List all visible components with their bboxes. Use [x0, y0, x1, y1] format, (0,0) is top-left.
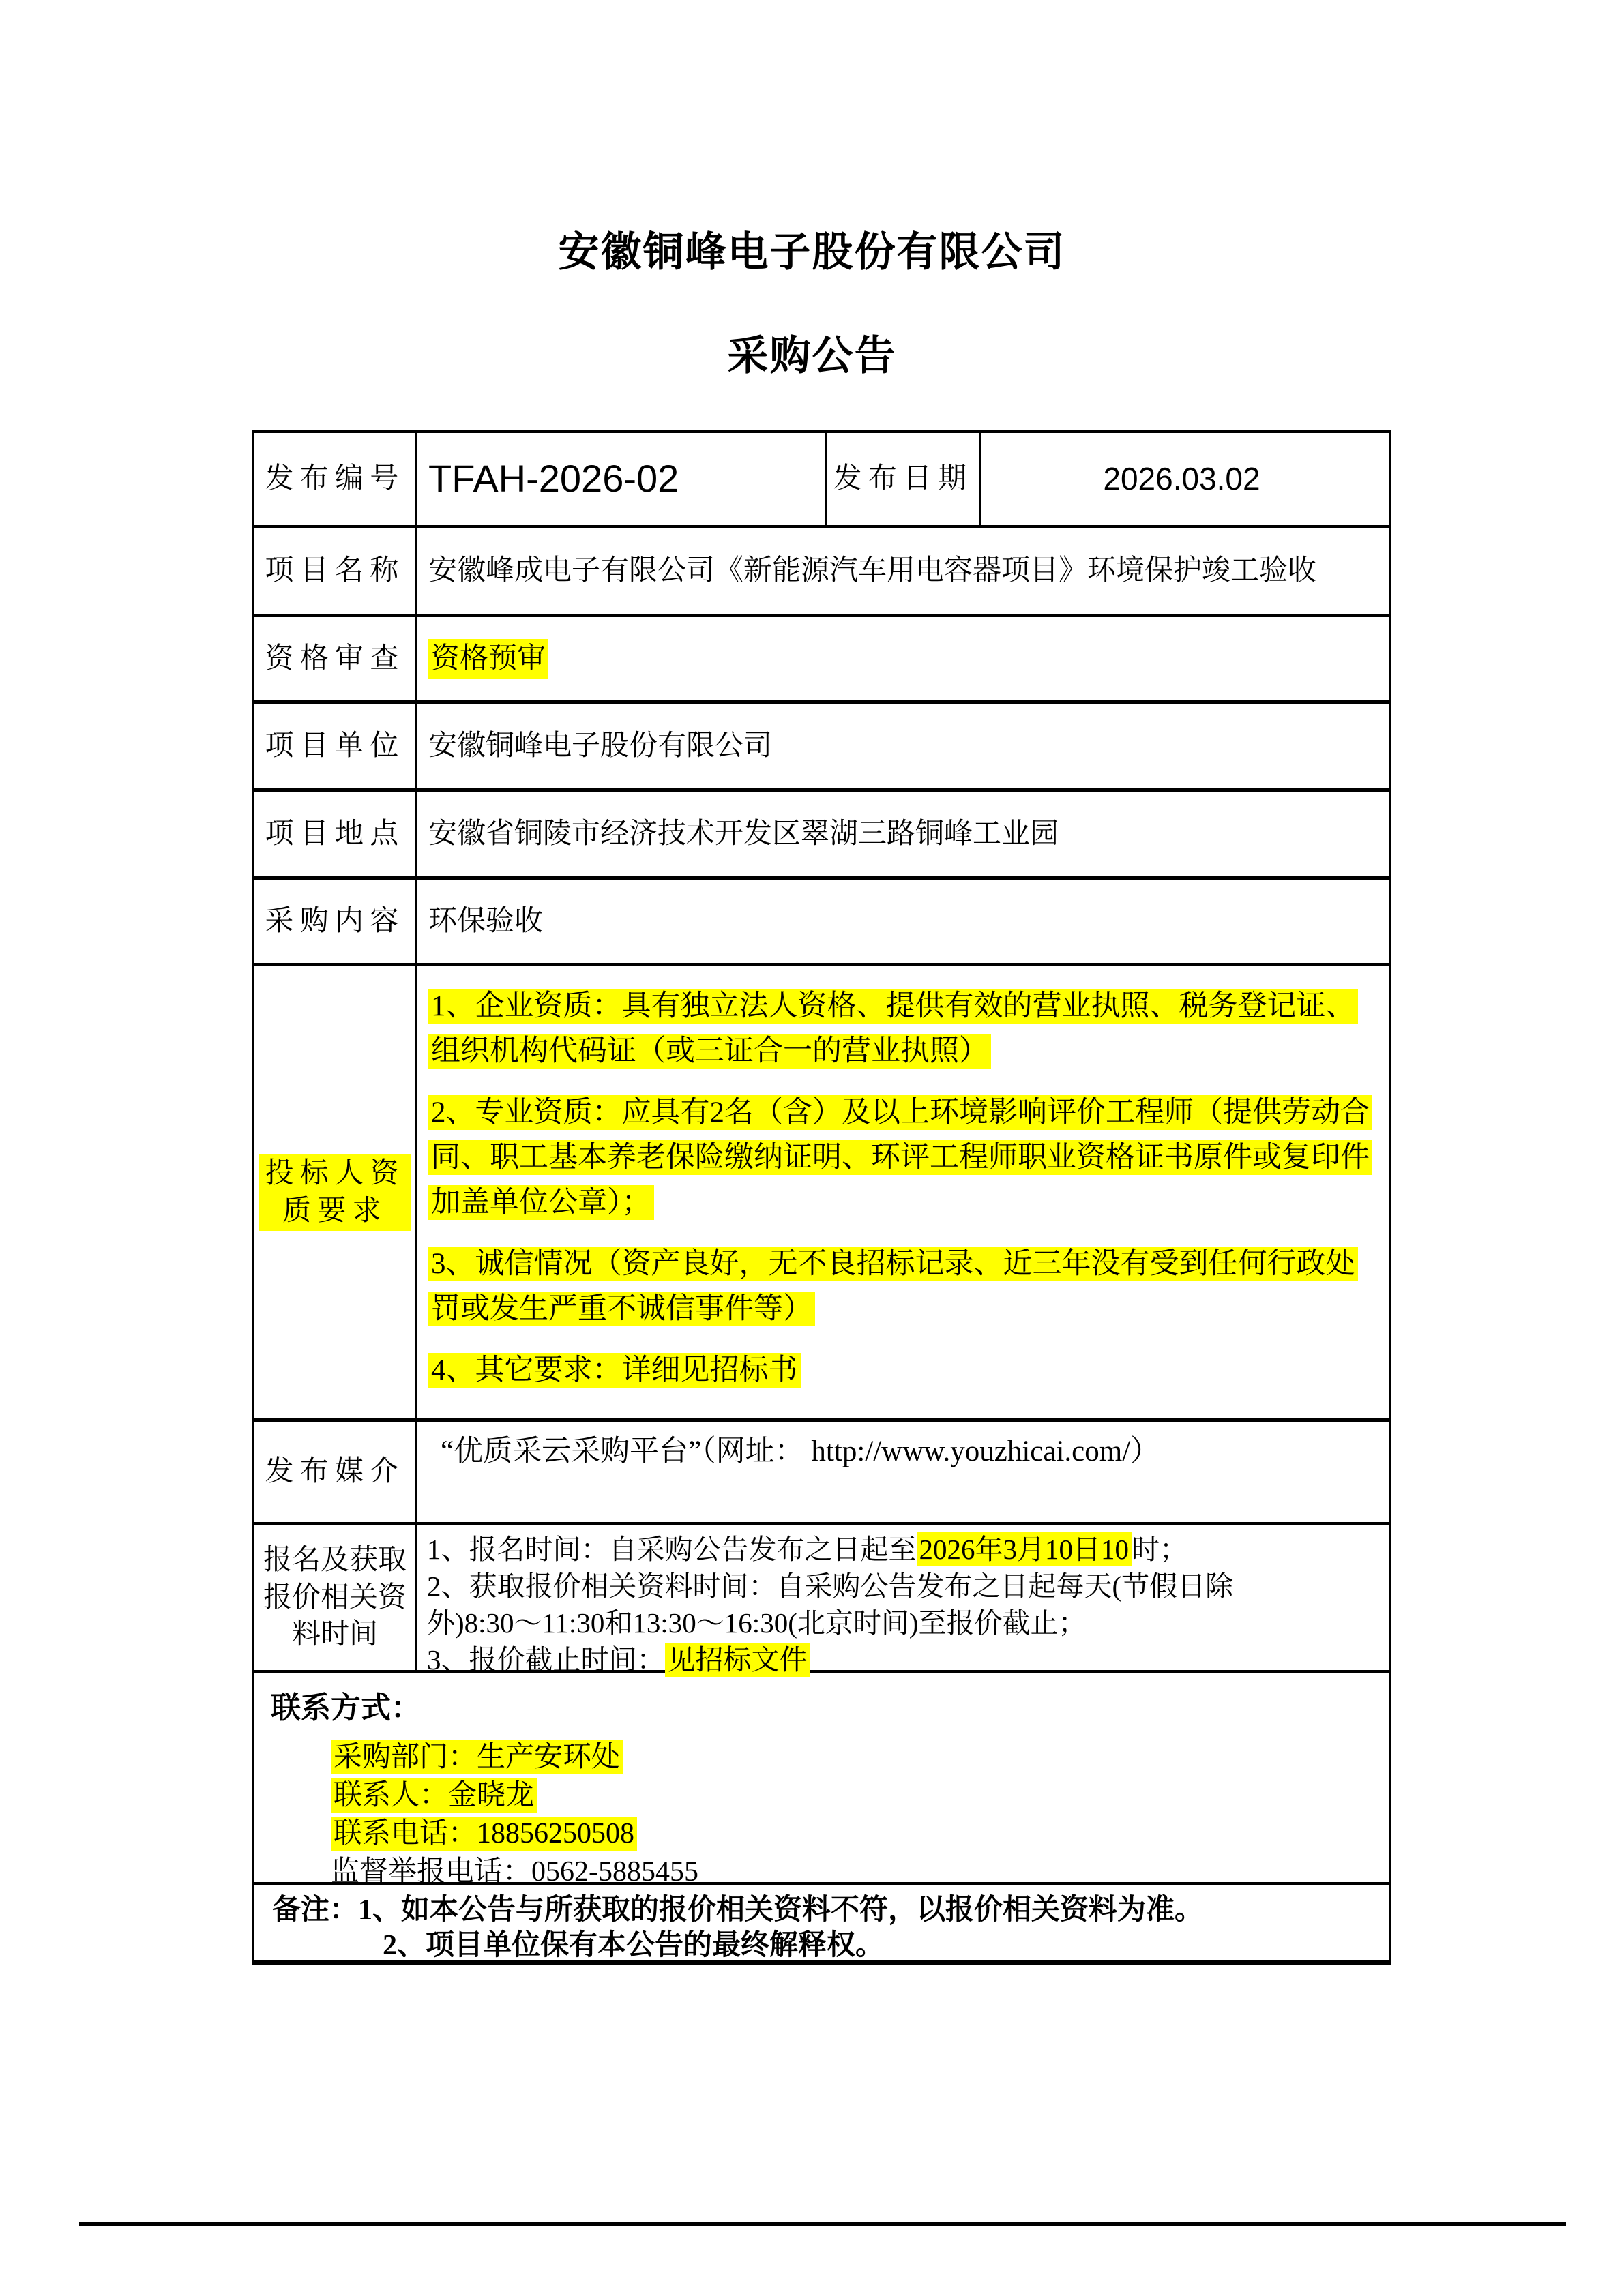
table-row-project-name [254, 528, 1389, 617]
announcement-table [252, 430, 1391, 1965]
registration-line-1-pre: 1、报名时间：自采购公告发布之日起至 [427, 1534, 917, 1565]
project-unit-label: 项目单位 [254, 704, 417, 788]
media-value: “优质采云采购平台”（网址： http://www.youzhicai.com/） [441, 1435, 1160, 1467]
qualification-text: 2、专业资质：应具有2名（含）及以上环境影响评价工程师（提供劳动合 [428, 1095, 1372, 1130]
bidder-qualification-label-highlight: 投标人资质要求 [259, 1154, 411, 1231]
registration-deadline-highlight: 2026年3月10日10 [917, 1532, 1132, 1566]
contact-person-highlight: 联系人：金晓龙 [331, 1778, 537, 1813]
qualification-review-value [417, 617, 1389, 700]
qualification-item-4 [428, 1348, 1379, 1393]
table-row-project-unit [254, 704, 1389, 792]
project-location-value: 安徽省铜陵市经济技术开发区翠湖三路铜峰工业园 [428, 818, 1059, 850]
qualification-review-label: 资格审查 [254, 617, 417, 700]
qualification-item-2-line-2 [428, 1135, 1379, 1180]
table-row-remarks [254, 1885, 1389, 1960]
table-row-contact [254, 1673, 1389, 1888]
qualification-item-1-line-2 [428, 1029, 1379, 1074]
bidder-qualification-content [417, 966, 1389, 1418]
contact-person [331, 1780, 1375, 1811]
media-label: 发布媒介 [254, 1422, 417, 1522]
qualification-item-2-line-1 [428, 1090, 1379, 1135]
table-row-media [254, 1422, 1389, 1525]
remarks-line-2: 2、项目单位保有本公告的最终解释权。 [383, 1930, 885, 1961]
table-row-project-location [254, 792, 1389, 880]
publish-date-label: 发布日期 [827, 433, 981, 525]
registration-line-2: 2、获取报价相关资料时间：自采购公告发布之日起每天(节假日除 [427, 1570, 1234, 1602]
contact-department-highlight: 采购部门：生产安环处 [331, 1740, 623, 1774]
contact-phone [331, 1818, 1375, 1849]
publish-no-label: 发布编号 [254, 433, 417, 525]
qualification-item-2-line-3 [428, 1180, 1379, 1225]
registration-line-4-pre: 3、报价截止时间： [427, 1644, 665, 1675]
contact-department [331, 1742, 1375, 1773]
qualification-text: 罚或发生严重不诚信事件等） [428, 1292, 815, 1326]
company-title: 安徽铜峰电子股份有限公司 [558, 229, 1066, 275]
qualification-text: 1、企业资质：具有独立法人资格、提供有效的营业执照、税务登记证、 [428, 989, 1358, 1024]
qualification-item-3-line-1 [428, 1242, 1379, 1287]
registration-line-1-post: 时； [1132, 1534, 1187, 1565]
project-name-value: 安徽峰成电子有限公司《新能源汽车用电容器项目》环境保护竣工验收 [428, 555, 1317, 587]
registration-content [417, 1525, 1389, 1675]
procurement-content-label: 采购内容 [254, 880, 417, 963]
qualification-text: 3、诚信情况（资产良好，无不良招标记录、近三年没有受到任何行政处 [428, 1247, 1358, 1281]
procurement-content-value: 环保验收 [428, 905, 544, 937]
qualification-item-1-line-1 [428, 984, 1379, 1029]
page-footer-rule [79, 2222, 1566, 2226]
quote-deadline-highlight: 见招标文件 [665, 1643, 810, 1677]
publish-no-value: TFAH-2026-02 [417, 433, 827, 525]
contact-cell [254, 1673, 1389, 1888]
contact-heading: 联系方式： [271, 1691, 421, 1725]
announcement-subtitle: 采购公告 [727, 333, 897, 378]
table-row-bidder-qualification [254, 966, 1389, 1422]
registration-line-1 [427, 1531, 1382, 1568]
registration-line-4 [427, 1641, 1382, 1678]
registration-line-3: 外)8:30～11:30和13:30～16:30(北京时间)至报价截止； [427, 1607, 1087, 1639]
table-row-procurement-content [254, 880, 1389, 966]
registration-label: 报名及获取报价相关资料时间 [254, 1525, 417, 1670]
bidder-qualification-label [254, 966, 417, 1418]
qualification-item-3-line-2 [428, 1287, 1379, 1332]
contact-phone-highlight: 联系电话：18856250508 [331, 1817, 637, 1851]
project-name-label: 项目名称 [254, 528, 417, 614]
project-unit-value: 安徽铜峰电子股份有限公司 [428, 730, 773, 762]
qualification-review-highlight: 资格预审 [428, 639, 548, 679]
table-row-qualification-review [254, 617, 1389, 704]
publish-date-value: 2026.03.02 [1103, 460, 1260, 496]
qualification-text: 同、职工基本养老保险缴纳证明、环评工程师职业资格证书原件或复印件 [428, 1140, 1372, 1175]
qualification-text: 4、其它要求：详细见招标书 [428, 1353, 801, 1388]
table-row-registration [254, 1525, 1389, 1673]
remarks-cell [254, 1885, 1389, 1960]
qualification-text: 组织机构代码证（或三证合一的营业执照） [428, 1034, 991, 1069]
contact-supervision-phone: 监督举报电话：0562-5885455 [331, 1856, 698, 1888]
project-location-label: 项目地点 [254, 792, 417, 876]
remarks-line-1: 备注：1、如本公告与所获取的报价相关资料不符，以报价相关资料为准。 [272, 1894, 1204, 1926]
table-row-publish [254, 433, 1389, 528]
qualification-text: 加盖单位公章）； [428, 1185, 654, 1220]
